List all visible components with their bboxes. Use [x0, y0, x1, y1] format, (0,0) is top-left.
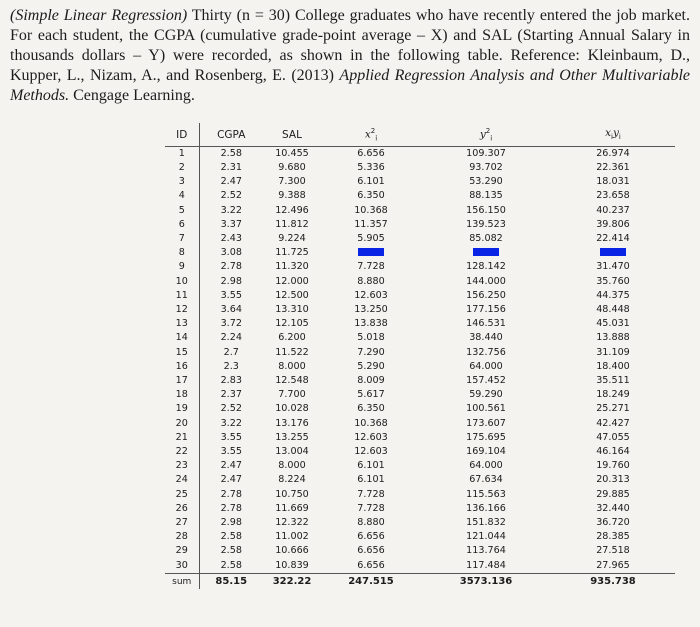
cell-id: 26 [165, 502, 199, 516]
cell-x-squared: 6.656 [357, 559, 385, 571]
cell-cgpa: 2.37 [220, 389, 242, 401]
cell-cgpa: 2.58 [220, 147, 242, 159]
cell-y-squared: 64.000 [469, 360, 503, 372]
cell-cgpa: 2.58 [220, 531, 242, 543]
sum-y-squared: 3573.136 [421, 573, 551, 589]
data-table-container [165, 123, 675, 589]
cell-cgpa: 3.37 [220, 218, 242, 230]
cell-sal: 13.176 [275, 417, 309, 429]
cell-cgpa: 3.55 [220, 431, 242, 443]
cell-y-squared: 53.290 [469, 176, 503, 188]
cell-id: 5 [165, 204, 199, 218]
cell-xy: 18.400 [596, 360, 630, 372]
cell-y-squared: 157.452 [466, 375, 506, 387]
cell-x-squared: 6.350 [357, 190, 385, 202]
cell-x-squared: 6.350 [357, 403, 385, 415]
cell-id: 17 [165, 374, 199, 388]
data-table [165, 123, 675, 589]
cell-x-squared: 5.905 [357, 233, 385, 245]
cell-y-squared: 121.044 [466, 531, 506, 543]
cell-x-squared: 5.336 [357, 162, 385, 173]
table-row [165, 502, 675, 516]
cell-x-squared: 13.838 [354, 318, 388, 330]
cell-xy: 42.427 [596, 417, 630, 429]
cell-y-squared: 109.307 [466, 147, 506, 159]
cell-y-squared: 169.104 [466, 446, 506, 458]
table-row [165, 388, 675, 402]
table-row [165, 431, 675, 445]
cell-sal: 12.500 [275, 289, 309, 301]
cell-sal: 10.028 [275, 403, 309, 415]
cell-id: 3 [165, 175, 199, 189]
cell-cgpa: 3.72 [220, 318, 242, 330]
cell-y-squared: 128.142 [466, 261, 506, 273]
cell-x-squared: 8.880 [357, 275, 385, 287]
cell-cgpa: 2.78 [220, 488, 242, 500]
cell-x-squared: 10.368 [354, 204, 388, 216]
cell-x-squared: 12.603 [354, 446, 388, 458]
cell-id: 30 [165, 559, 199, 574]
table-row [165, 146, 675, 161]
cell-xy: 29.885 [596, 488, 630, 500]
cell-cgpa: 2.47 [220, 460, 242, 472]
cell-x-squared: 6.101 [357, 176, 385, 188]
cell-x-squared: 6.101 [357, 474, 385, 486]
table-row [165, 260, 675, 274]
cell-sal: 10.750 [275, 488, 309, 500]
table-row [165, 331, 675, 345]
cell-y-squared: 38.440 [469, 332, 503, 344]
cell-cgpa: 2.43 [220, 233, 242, 245]
cell-xy: 27.965 [596, 559, 630, 571]
cell-sal: 11.812 [275, 218, 309, 230]
header-xy-x: x [605, 126, 612, 139]
cell-id: 9 [165, 260, 199, 274]
cell-cgpa: 3.08 [220, 247, 242, 259]
header-x-squared-exp: 2 [370, 127, 376, 135]
cell-x-squared: 7.728 [357, 488, 385, 500]
cell-x-squared: 6.656 [357, 147, 385, 159]
table-row [165, 303, 675, 317]
cell-sal: 11.725 [275, 247, 309, 259]
table-row [165, 559, 675, 574]
cell-cgpa: 2.78 [220, 502, 242, 514]
cell-id: 16 [165, 360, 199, 374]
cell-y-squared: 59.290 [469, 389, 503, 401]
header-cgpa: CGPA [199, 123, 263, 146]
table-row [165, 218, 675, 232]
header-y-squared-index: i [490, 134, 493, 143]
cell-sal: 11.669 [275, 502, 309, 514]
cell-sal: 10.455 [275, 147, 309, 159]
cell-cgpa: 3.22 [220, 204, 242, 216]
cell-y-squared: 93.702 [469, 162, 503, 173]
cell-id: 12 [165, 303, 199, 317]
cell-y-squared: 64.000 [469, 460, 503, 472]
cell-xy: 28.385 [596, 531, 630, 543]
table-row [165, 459, 675, 473]
cell-id: 14 [165, 331, 199, 345]
cell-sal: 13.255 [275, 431, 309, 443]
cell-x-squared: 6.101 [357, 460, 385, 472]
cell-xy: 19.760 [596, 460, 630, 472]
cell-x-squared: 13.250 [354, 304, 388, 316]
cell-xy: 40.237 [596, 204, 630, 216]
table-row [165, 189, 675, 203]
cell-y-squared: 175.695 [466, 431, 506, 443]
table-row [165, 317, 675, 331]
cell-y-squared [421, 246, 551, 260]
table-row [165, 402, 675, 416]
cell-sal: 7.300 [278, 176, 306, 188]
header-xy-x-index: i [611, 132, 613, 141]
cell-cgpa: 2.83 [220, 375, 242, 387]
cell-xy: 46.164 [596, 446, 630, 458]
table-header-row [165, 123, 675, 146]
cell-x-squared: 10.368 [354, 417, 388, 429]
cell-x-squared: 6.656 [357, 531, 385, 543]
cell-sal: 8.224 [278, 474, 306, 486]
cell-sal: 9.388 [278, 190, 306, 202]
cell-y-squared: 88.135 [469, 190, 503, 202]
cell-sal: 10.666 [275, 545, 309, 557]
table-row [165, 445, 675, 459]
cell-cgpa: 2.78 [220, 261, 242, 273]
cell-x-squared: 12.603 [354, 289, 388, 301]
cell-sal: 12.322 [275, 517, 309, 529]
cell-sal: 11.320 [275, 261, 309, 273]
header-xy-y: y [612, 126, 619, 139]
sum-row [165, 573, 675, 589]
cell-id: 13 [165, 317, 199, 331]
header-xy [551, 123, 675, 146]
cell-y-squared: 146.531 [466, 318, 506, 330]
cell-xy [551, 246, 675, 260]
blank-answer-box [473, 248, 499, 256]
cell-y-squared: 136.166 [466, 502, 506, 514]
cell-id: 25 [165, 488, 199, 502]
cell-id: 27 [165, 516, 199, 530]
cell-id: 21 [165, 431, 199, 445]
table-row [165, 289, 675, 303]
cell-cgpa: 2.24 [220, 332, 242, 344]
blank-answer-box [358, 248, 384, 256]
cell-id: 23 [165, 459, 199, 473]
cell-xy: 45.031 [596, 318, 630, 330]
cell-xy: 22.361 [596, 162, 630, 173]
cell-cgpa: 2.98 [220, 517, 242, 529]
cell-xy: 23.658 [596, 190, 630, 202]
cell-cgpa: 2.7 [223, 346, 239, 358]
cell-y-squared: 177.156 [466, 304, 506, 316]
cell-xy: 35.511 [596, 375, 630, 387]
cell-y-squared: 117.484 [466, 559, 506, 571]
cell-sal: 9.224 [278, 233, 306, 245]
cell-id: 7 [165, 232, 199, 246]
cell-sal: 6.200 [278, 332, 306, 344]
problem-text: Thirty (n = 30) College graduates who have recently entered the job market. For each student, the CGPA (cumulative grade-point average – X) and SAL (Starting Annual Salary in thousands dollars – Y) were recorded, as shown in the following table. Reference: Kleinbaum, D., Kupper, L., Nizam, A., and Rosenberg, E. (2013) [10, 7, 690, 84]
publisher: Cengage Learning. [69, 87, 195, 104]
cell-xy: 47.055 [596, 431, 630, 443]
cell-y-squared: 100.561 [466, 403, 506, 415]
cell-sal: 12.105 [275, 318, 309, 330]
problem-statement [10, 6, 690, 106]
cell-x-squared: 5.617 [357, 389, 385, 401]
cell-xy: 26.974 [596, 147, 630, 159]
cell-cgpa: 2.3 [223, 360, 239, 372]
cell-xy: 20.313 [596, 474, 630, 486]
header-x-squared [321, 123, 421, 146]
sum-sal: 322.22 [263, 573, 321, 589]
cell-x-squared: 5.290 [357, 360, 385, 372]
cell-x-squared: 6.656 [357, 545, 385, 557]
cell-y-squared: 151.832 [466, 517, 506, 529]
cell-xy: 25.271 [596, 403, 630, 415]
cell-xy: 22.414 [596, 233, 630, 245]
cell-xy: 48.448 [596, 304, 630, 316]
cell-id: 8 [165, 246, 199, 260]
table-row [165, 175, 675, 189]
cell-id: 29 [165, 544, 199, 558]
cell-id: 10 [165, 275, 199, 289]
cell-xy: 31.109 [596, 346, 630, 358]
cell-y-squared: 156.150 [466, 204, 506, 216]
cell-cgpa: 3.55 [220, 446, 242, 458]
table-row [165, 161, 675, 175]
cell-y-squared: 85.082 [469, 233, 503, 245]
table-row [165, 346, 675, 360]
sum-label: sum [165, 573, 199, 589]
cell-cgpa: 2.31 [220, 162, 242, 173]
cell-id: 18 [165, 388, 199, 402]
cell-id: 6 [165, 218, 199, 232]
cell-sal: 13.310 [275, 304, 309, 316]
table-body [165, 146, 675, 573]
cell-xy: 32.440 [596, 502, 630, 514]
table-row [165, 544, 675, 558]
cell-id: 2 [165, 161, 199, 175]
header-id: ID [165, 123, 199, 146]
cell-id: 19 [165, 402, 199, 416]
cell-sal: 8.000 [278, 360, 306, 372]
cell-sal: 11.002 [275, 531, 309, 543]
cell-xy: 31.470 [596, 261, 630, 273]
cell-xy: 39.806 [596, 218, 630, 230]
cell-x-squared: 12.603 [354, 431, 388, 443]
table-row [165, 374, 675, 388]
cell-y-squared: 132.756 [466, 346, 506, 358]
cell-x-squared [321, 246, 421, 260]
cell-cgpa: 2.98 [220, 275, 242, 287]
cell-y-squared: 67.634 [469, 474, 503, 486]
cell-sal: 13.004 [275, 446, 309, 458]
cell-id: 28 [165, 530, 199, 544]
header-xy-y-index: i [618, 132, 621, 141]
header-x-squared-index: i [375, 134, 378, 143]
sum-cgpa: 85.15 [199, 573, 263, 589]
cell-xy: 35.760 [596, 275, 630, 287]
cell-id: 11 [165, 289, 199, 303]
table-row [165, 232, 675, 246]
cell-xy: 44.375 [596, 289, 630, 301]
header-y-squared-exp: 2 [485, 127, 491, 135]
cell-y-squared: 144.000 [466, 275, 506, 287]
cell-cgpa: 2.47 [220, 176, 242, 188]
cell-cgpa: 3.55 [220, 289, 242, 301]
cell-x-squared: 7.290 [357, 346, 385, 358]
cell-y-squared: 156.250 [466, 289, 506, 301]
cell-xy: 36.720 [596, 517, 630, 529]
cell-xy: 27.518 [596, 545, 630, 557]
cell-x-squared: 11.357 [354, 218, 388, 230]
table-row [165, 473, 675, 487]
cell-y-squared: 113.764 [466, 545, 506, 557]
table-row [165, 488, 675, 502]
table-row [165, 360, 675, 374]
cell-x-squared: 5.018 [357, 332, 385, 344]
table-row [165, 530, 675, 544]
sum-xy: 935.738 [551, 573, 675, 589]
table-row [165, 417, 675, 431]
cell-y-squared: 173.607 [466, 417, 506, 429]
table-row [165, 516, 675, 530]
cell-sal: 11.522 [275, 346, 309, 358]
cell-x-squared: 8.009 [357, 375, 385, 387]
table-row [165, 204, 675, 218]
cell-xy: 13.888 [596, 332, 630, 344]
cell-sal: 9.680 [278, 162, 306, 173]
header-sal: SAL [263, 123, 321, 146]
cell-y-squared: 115.563 [466, 488, 506, 500]
cell-sal: 8.000 [278, 460, 306, 472]
cell-id: 24 [165, 473, 199, 487]
header-x-squared-base: x [364, 128, 371, 141]
cell-y-squared: 139.523 [466, 218, 506, 230]
cell-sal: 7.700 [278, 389, 306, 401]
cell-cgpa: 2.52 [220, 403, 242, 415]
cell-id: 15 [165, 346, 199, 360]
cell-sal: 10.839 [275, 559, 309, 571]
blank-answer-box [600, 248, 626, 256]
cell-cgpa: 2.58 [220, 545, 242, 557]
table-row [165, 246, 675, 260]
book-title: Applied Regression Analysis and Other Multivariable Methods. [10, 67, 691, 104]
cell-x-squared: 7.728 [357, 502, 385, 514]
cell-id: 22 [165, 445, 199, 459]
cell-cgpa: 2.58 [220, 559, 242, 571]
cell-sal: 12.496 [275, 204, 309, 216]
header-y-squared [421, 123, 551, 146]
cell-x-squared: 7.728 [357, 261, 385, 273]
problem-lead: (Simple Linear Regression) [10, 7, 188, 24]
cell-xy: 18.031 [596, 176, 630, 188]
cell-cgpa: 3.22 [220, 417, 242, 429]
table-row [165, 275, 675, 289]
cell-cgpa: 2.47 [220, 474, 242, 486]
cell-sal: 12.000 [275, 275, 309, 287]
cell-sal: 12.548 [275, 375, 309, 387]
header-y-squared-base: y [479, 128, 486, 141]
cell-x-squared: 8.880 [357, 517, 385, 529]
sum-x-squared: 247.515 [321, 573, 421, 589]
cell-id: 1 [165, 146, 199, 161]
cell-id: 20 [165, 417, 199, 431]
cell-xy: 18.249 [596, 389, 630, 401]
cell-cgpa: 2.52 [220, 190, 242, 202]
cell-id: 4 [165, 189, 199, 203]
cell-cgpa: 3.64 [220, 304, 242, 316]
